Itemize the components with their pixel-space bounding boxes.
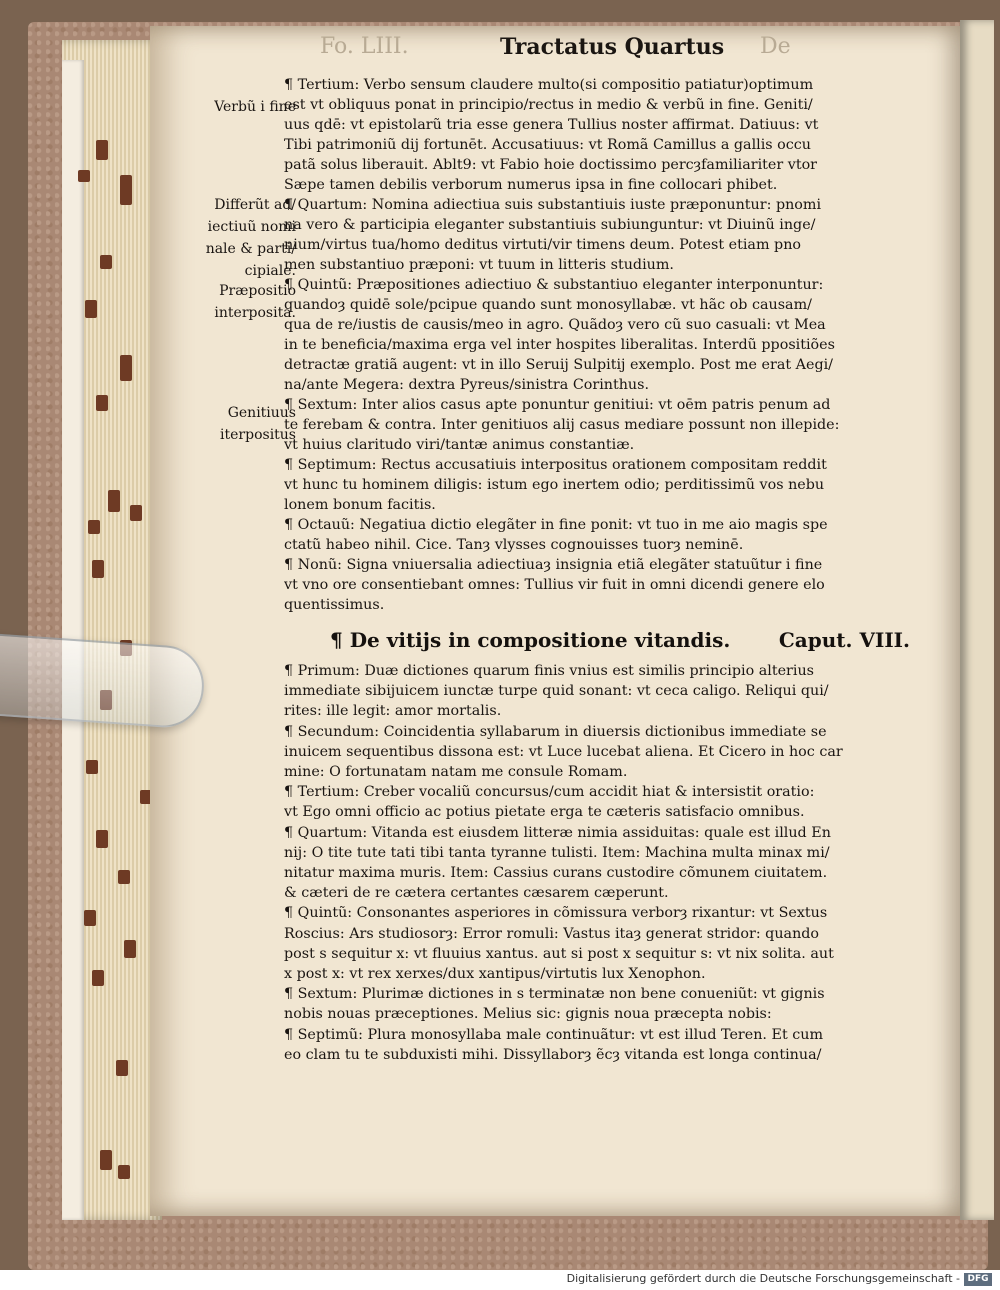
text-line: & cæteri de re cætera certantes cæsarem cæperunt. bbox=[284, 885, 669, 902]
text-line: vt vno ore consentiebant omnes: Tullius vir fuit in omni dicendi genere elo bbox=[284, 577, 825, 593]
index-tab bbox=[85, 300, 97, 318]
text-line: est vt obliquus ponat in principio/rectus in medio & verbũ in fine. Geniti/ bbox=[284, 97, 813, 113]
index-tab bbox=[100, 1150, 112, 1170]
text-line: inuicem sequentibus dissona est: vt Luce lucebat aliena. Et Cicero in hoc car bbox=[284, 743, 843, 760]
index-tab bbox=[124, 940, 136, 958]
text-line: nobis nouas præceptiones. Melius sic: gignis noua præcepta nobis: bbox=[284, 1006, 772, 1023]
index-tab bbox=[92, 560, 104, 578]
text-line: vt hunc tu hominem diligis: istum ego inertem odio; perditissimũ vos nebu bbox=[284, 477, 825, 493]
text-line: ¶ Quintũ: Consonantes asperiores in cõmissura verborȝ rixantur: vt Sextus bbox=[284, 905, 828, 922]
index-tab bbox=[100, 255, 112, 269]
margin-note: Genitiuus bbox=[227, 405, 296, 421]
margin-note: Verbũ i fine bbox=[214, 99, 296, 115]
page-title: Tractatus Quartus bbox=[500, 34, 725, 60]
dfg-logo-icon: DFG bbox=[964, 1273, 992, 1286]
text-line: te ferebam & contra. Inter genitiuos alij casus mediare possunt non illepide: bbox=[284, 417, 840, 433]
text-line: qua de re/iustis de causis/meo in agro. Quãdoȝ vero cũ suo casuali: vt Mea bbox=[284, 317, 826, 333]
text-line: vt huius claritudo viri/tantæ animus constantiæ. bbox=[284, 437, 635, 453]
text-line: ¶ Septimũ: Plura monosyllaba male continuãtur: vt est illud Teren. Et cum bbox=[284, 1026, 824, 1043]
funding-notice: Digitalisierung gefördert durch die Deutsche Forschungsgemeinschaft - bbox=[566, 1272, 960, 1285]
index-tab bbox=[96, 395, 108, 411]
text-line: na/ante Megera: dextra Pyreus/sinistra Corinthus. bbox=[284, 377, 650, 393]
margin-note: iectiuũ nomi bbox=[207, 219, 296, 235]
text-line: uus qdē: vt epistolarũ tria esse genera Tullius noster affirmat. Datiuus: vt bbox=[284, 117, 819, 133]
text-line: detractæ gratiã augent: vt in illo Seruij Sulpitij exemplo. Post me erat Aegi/ bbox=[284, 357, 833, 373]
text-line: immediate sibijuicem iunctæ turpe quid sonant: vt ceca caligo. Reliqui qui/ bbox=[284, 683, 829, 700]
text-line: men substantiuo præponi: vt tuum in litteris studium. bbox=[284, 257, 674, 273]
margin-note: nale & parti/ bbox=[205, 241, 296, 257]
text-line: quandoȝ quidē sole/pcipue quando sunt monosyllabæ. vt hãc ob causam/ bbox=[284, 297, 812, 313]
text-line: quentissimus. bbox=[284, 597, 385, 613]
text-line: rites: ille legit: amor mortalis. bbox=[284, 703, 502, 720]
text-line: ¶ Septimum: Rectus accusatiuis interpositus orationem compositam reddit bbox=[284, 457, 827, 473]
text-line: ¶ Secundum: Coincidentia syllabarum in diuersis dictionibus immediate se bbox=[284, 723, 827, 740]
running-header bbox=[320, 34, 890, 64]
margin-note: Præpositio bbox=[219, 283, 296, 299]
text-line: lonem bonum facitis. bbox=[284, 497, 436, 513]
text-line: ¶ Octauũ: Negatiua dictio elegãter in fine ponit: vt tuo in me aio magis spe bbox=[284, 517, 828, 533]
index-tab bbox=[130, 505, 142, 521]
index-tab bbox=[108, 490, 120, 512]
text-line: ¶ Tertium: Creber vocaliũ concursus/cum accidit hiat & intersistit oratio: bbox=[284, 784, 815, 801]
text-line: ¶ Sextum: Inter alios casus apte ponuntur genitiui: vt oēm patris penum ad bbox=[284, 397, 831, 413]
glass-bookmark-weight bbox=[0, 632, 207, 730]
text-line: in te beneficia/maxima erga vel inter hospites liberalitas. Interdũ ppositiões bbox=[284, 337, 835, 353]
margin-note: iterpositus bbox=[220, 427, 296, 443]
text-line: patã solus liberauit. Ablt9: vt Fabio hoie doctissimo percȝfamiliariter vtor bbox=[284, 157, 818, 173]
text-line: ¶ Primum: Duæ dictiones quarum finis vnius est similis principio alterius bbox=[284, 663, 815, 679]
text-line: nij: O tite tute tati tibi tanta tyranne tulisti. Item: Machina multa minax mi/ bbox=[284, 844, 830, 861]
margin-note: interposita. bbox=[214, 305, 296, 321]
index-tab bbox=[86, 760, 98, 774]
text-line: ¶ Nonũ: Signa vniuersalia adiectiuaȝ insignia etiã elegãter statuũtur i fine bbox=[284, 557, 823, 573]
index-tab bbox=[118, 1165, 130, 1179]
show-through-folio: Fo. LIII. bbox=[320, 34, 409, 59]
index-tab bbox=[120, 355, 132, 381]
chapter-heading bbox=[330, 624, 910, 656]
chapter-title: ¶ De vitijs in compositione vitandis. bbox=[330, 628, 731, 652]
text-line: ctatũ habeo nihil. Cice. Tanȝ vlysses cognouisses tuorȝ neminē. bbox=[284, 537, 744, 553]
index-tab bbox=[92, 970, 104, 986]
text-line: eo clam tu te subduxisti mihi. Dissyllaborȝ ẽcȝ vitanda est longa continua/ bbox=[284, 1046, 822, 1063]
text-line: Tibi patrimoniũ dij fortunēt. Accusatiuus: vt Romã Camillus a gallis occu bbox=[284, 137, 811, 153]
text-line: post s sequitur x: vt fluuius xantus. aut si post x sequitur s: vt nix solita. aut bbox=[284, 945, 834, 962]
margin-note: cipiale. bbox=[244, 263, 296, 279]
text-line: ¶ Quintũ: Præpositiones adiectiuo & substantiuo eleganter interponuntur: bbox=[284, 277, 824, 293]
index-tab bbox=[88, 520, 100, 534]
text-line: na vero & participia eleganter substantiuis subiunguntur: vt Diuinũ inge/ bbox=[284, 217, 816, 233]
text-line: ¶ Sextum: Plurimæ dictiones in s terminatæ non bene conueniũt: vt gignis bbox=[284, 986, 825, 1003]
chapter-number: Caput. VIII. bbox=[778, 628, 910, 652]
show-through-heading: De bbox=[760, 34, 791, 59]
index-tab bbox=[116, 1060, 128, 1076]
index-tab bbox=[118, 870, 130, 884]
text-line: x post x: vt rex xerxes/dux xantipus/virtutis lux Xenophon. bbox=[284, 966, 706, 982]
text-line: vt Ego omni officio ac potius pietate erga te cæteris satisfacio omnibus. bbox=[284, 804, 805, 821]
text-line: nium/virtus tua/homo deditus virtuti/vir timens deum. Potest etiam pno bbox=[284, 237, 802, 253]
text-line: nitatur maxima muris. Item: Cassius curans custodire cõmunem ciuitatem. bbox=[284, 865, 828, 881]
footer-bar bbox=[0, 1270, 1000, 1290]
text-line: mine: O fortunatam natam me consule Romam. bbox=[284, 764, 628, 780]
index-tab bbox=[120, 175, 132, 205]
index-tab bbox=[96, 830, 108, 848]
index-tab bbox=[78, 170, 90, 182]
margin-note: Differũt ad/ bbox=[214, 197, 296, 213]
text-line: ¶ Tertium: Verbo sensum claudere multo(si compositio patiatur)optimum bbox=[284, 77, 814, 93]
text-line: ¶ Quartum: Vitanda est eiusdem litteræ nimia assiduitas: quale est illud En bbox=[284, 824, 831, 841]
text-line: Sæpe tamen debilis verborum numerus ipsa in fine collocari phibet. bbox=[284, 177, 778, 193]
facing-page-edge bbox=[960, 20, 994, 1220]
index-tab bbox=[84, 910, 96, 926]
index-tab bbox=[96, 140, 108, 160]
text-line: ¶ Quartum: Nomina adiectiua suis substantiuis iuste præponuntur: pnomi bbox=[284, 197, 822, 213]
text-line: Roscius: Ars studiosorȝ: Error romuli: Vastus itaȝ generat stridor: quando bbox=[284, 925, 820, 942]
